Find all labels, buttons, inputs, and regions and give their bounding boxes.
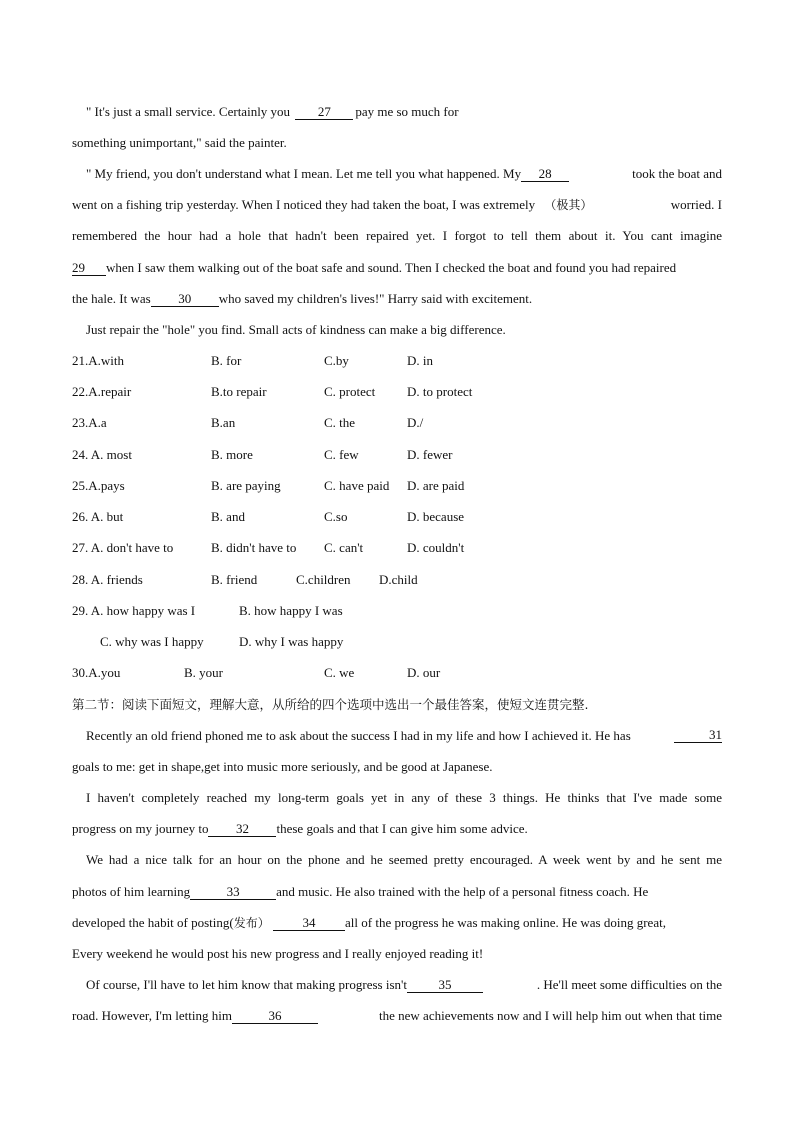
option-b: B. how happy I was	[239, 603, 343, 618]
option-b: B. and	[211, 509, 245, 524]
option-d: D. because	[407, 509, 465, 524]
option-c: C. the	[324, 415, 356, 430]
option-b: B. didn't have to	[211, 540, 297, 555]
passage2-p3-line3	[72, 915, 722, 931]
text: " It's just a small service. Certainly you	[86, 104, 291, 119]
option-c: C.by	[324, 353, 349, 368]
option-d: D. couldn't	[407, 540, 465, 555]
blank-28: 28	[521, 167, 569, 182]
text: all of the progress he was making online. He was doing great,	[345, 915, 666, 930]
blank-32: 32	[208, 822, 276, 837]
text: the hale. It was	[72, 291, 151, 306]
passage2-p1-line1	[86, 728, 722, 744]
blank-30: 30	[151, 292, 219, 307]
option-d: D. fewer	[407, 447, 453, 462]
text: these goals and that I can give him some advice.	[276, 821, 528, 836]
passage2-p3-line2	[72, 884, 722, 900]
option-c: C. can't	[324, 540, 364, 555]
passage2-p3-line1: We had a nice talk for an hour on the phone and he seemed pretty encouraged. A week went by and he sent me	[86, 852, 722, 867]
option-a: 25.A.pays	[72, 478, 125, 493]
option-c: C. we	[324, 665, 355, 680]
option-d: D. in	[407, 353, 433, 368]
text: Of course, I'll have to let him know that making progress isn't	[86, 977, 407, 992]
option-d: D. our	[407, 665, 441, 680]
gloss: （极其）	[544, 198, 593, 212]
option-a: 23.A.a	[72, 415, 107, 430]
passage1-line4	[72, 197, 722, 213]
passage2-p2-line1: I haven't completely reached my long-term goals yet in any of these 3 things. He thinks that I've made some	[86, 790, 722, 805]
option-b: B.to repair	[211, 384, 267, 399]
option-a: 29. A. how happy was I	[72, 603, 196, 618]
text: road. However, I'm letting him	[72, 1008, 232, 1023]
option-a: 21.A.with	[72, 353, 124, 368]
passage1-line7	[72, 291, 722, 307]
option-d: D.child	[379, 572, 418, 587]
option-a: 28. A. friends	[72, 572, 143, 587]
passage1-line6	[72, 260, 722, 276]
option-d: D. why I was happy	[239, 634, 344, 649]
passage1-line2: something unimportant," said the painter.	[72, 135, 287, 150]
blank-34: 34	[273, 916, 345, 931]
passage2-p4-line1	[86, 977, 722, 993]
text: progress on my journey to	[72, 821, 209, 836]
text: who saved my children's lives!" Harry said with excitement.	[218, 291, 533, 306]
option-b: B.an	[211, 415, 236, 430]
text: . He'll meet some difficulties on the	[536, 977, 722, 992]
option-a: 27. A. don't have to	[72, 540, 174, 555]
text: and music. He also trained with the help of a personal fitness coach. He	[276, 884, 649, 899]
passage2-p2-line2	[72, 821, 722, 837]
passage1-line1	[86, 104, 736, 120]
passage1-line3	[86, 166, 722, 182]
option-c: C. protect	[324, 384, 376, 399]
text: when I saw them walking out of the boat safe and sound. Then I checked the boat and found you had repaired	[106, 260, 677, 275]
option-a: 24. A. most	[72, 447, 132, 462]
text: developed the habit of posting(	[72, 915, 234, 930]
passage2-p1-line2: goals to me: get in shape,get into music more seriously, and be good at Japanese.	[72, 759, 493, 774]
text: took the boat and	[632, 166, 722, 181]
option-a: 26. A. but	[72, 509, 124, 524]
option-c: C.so	[324, 509, 348, 524]
option-c: C. have paid	[324, 478, 390, 493]
option-c: C. why was I happy	[100, 634, 204, 649]
text: " My friend, you don't understand what I mean. Let me tell you what happened. My	[86, 166, 522, 181]
blank-27: 27	[295, 105, 353, 120]
option-b: B. more	[211, 447, 253, 462]
text: pay me so much for	[355, 104, 459, 119]
option-b: B. for	[211, 353, 242, 368]
gloss: 发布）	[233, 916, 270, 930]
text: the new achievements now and I will help him out when that time	[379, 1008, 722, 1023]
option-c: C. few	[324, 447, 359, 462]
option-b: B. friend	[211, 572, 258, 587]
option-b: B. your	[184, 665, 223, 680]
passage1-line5: remembered the hour had a hole that hadn't been repaired yet. I forgot to tell them about it. You cant imagine	[72, 228, 722, 243]
option-d: D. are paid	[407, 478, 465, 493]
passage2-p4-line2	[72, 1008, 722, 1024]
passage2-p3-line4: Every weekend he would post his new progress and I really enjoyed reading it!	[72, 946, 484, 961]
passage1-line8: Just repair the "hole" you find. Small acts of kindness can make a big difference.	[86, 322, 506, 337]
text: Recently an old friend phoned me to ask about the success I had in my life and how I achieved it. He has	[86, 728, 631, 743]
blank-35: 35	[407, 978, 483, 993]
text: photos of him learning	[72, 884, 191, 899]
option-c: C.children	[296, 572, 351, 587]
option-d: D. to protect	[407, 384, 473, 399]
text: went on a fishing trip yesterday. When I noticed they had taken the boat, I was extremely	[72, 197, 536, 212]
blank-33: 33	[190, 885, 276, 900]
text: worried. I	[670, 197, 722, 212]
blank-36: 36	[232, 1009, 318, 1024]
section2-heading: 第二节：阅读下面短文，理解大意，从所给的四个选项中选出一个最佳答案，使短文连贯完整.	[72, 697, 589, 712]
blank-29: 29	[72, 261, 106, 276]
option-b: B. are paying	[211, 478, 281, 493]
option-d: D./	[407, 415, 424, 430]
option-a: 30.A.you	[72, 665, 121, 680]
blank-31: 31	[674, 728, 722, 743]
option-a: 22.A.repair	[72, 384, 132, 399]
